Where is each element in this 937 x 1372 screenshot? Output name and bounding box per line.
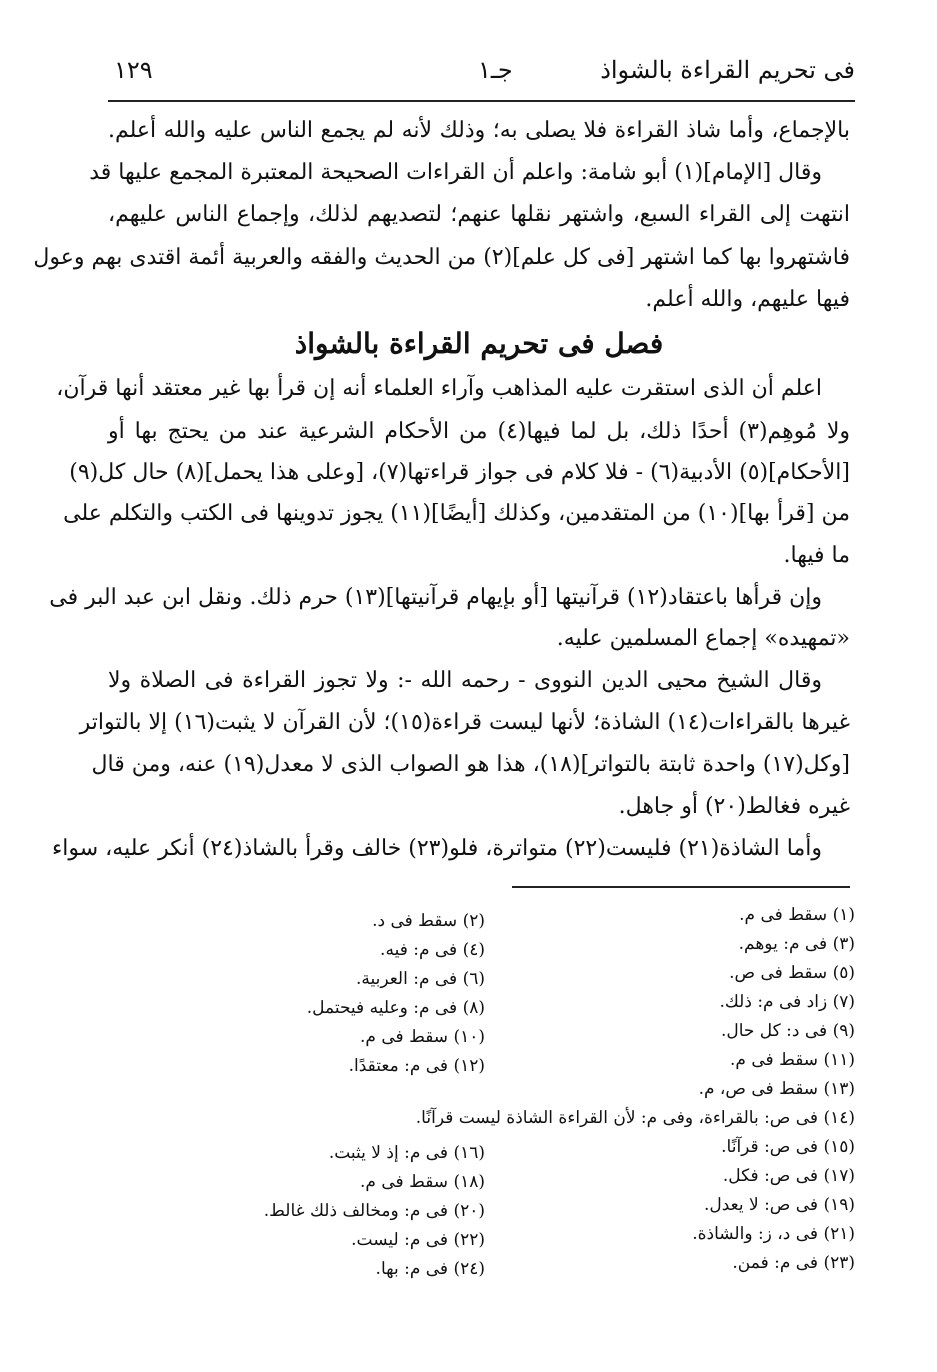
footnote: (٧) زاد فى م: ذلك. bbox=[719, 992, 855, 1012]
running-header bbox=[108, 52, 855, 102]
body-line: وقال الشيخ محيى الدين النووى - رحمه الله -: ولا تجوز القراءة فى الصلاة ولا bbox=[108, 668, 822, 693]
footnote: (٥) سقط فى ص. bbox=[729, 963, 855, 983]
footnote: (١٣) سقط فى ص، م. bbox=[698, 1079, 855, 1099]
body-line: انتهت إلى القراء السبع، واشتهر نقلها عنهم؛ لتصديهم لذلك، وإجماع الناس عليهم، bbox=[108, 202, 850, 227]
footnote: (١١) سقط فى م. bbox=[730, 1050, 855, 1070]
footnote: (١٧) فى ص: فكل. bbox=[722, 1166, 855, 1186]
body-line: [الأحكام](٥) الأدبية(٦) - فلا كلام فى جواز قراءتها(٧)، [وعلى هذا يحمل](٨) حال كل(٩) bbox=[69, 460, 850, 485]
body-line: اعلم أن الذى استقرت عليه المذاهب وآراء العلماء أنه إن قرأ بها غير معتقد أنها قرآن، bbox=[56, 376, 822, 401]
body-line: فاشتهروا بها كما اشتهر [فى كل علم](٢) من الحديث والفقه والعربية أئمة اقتدى بهم وعول bbox=[33, 245, 850, 270]
body-line: وإن قرأها باعتقاد(١٢) قرآنيتها [أو بإيهام قرآنيتها](١٣) حرم ذلك. ونقل ابن عبد البر فى bbox=[49, 585, 822, 610]
section-title: فصل فى تحريم القراءة بالشواذ bbox=[294, 327, 664, 360]
footnote: (٢) سقط فى د. bbox=[372, 911, 485, 931]
footnote: (٢٤) فى م: بها. bbox=[375, 1259, 485, 1279]
footnote: (١٩) فى ص: لا يعدل. bbox=[703, 1195, 855, 1215]
footnote: (٩) فى د: كل حال. bbox=[720, 1021, 855, 1041]
body-line: وقال [الإمام](١) أبو شامة: واعلم أن القراءات الصحيحة المعتبرة المجمع عليها قد bbox=[89, 160, 822, 185]
footnote: (٢٢) فى م: ليست. bbox=[351, 1230, 485, 1250]
header-title: فى تحريم القراءة بالشواذ bbox=[600, 56, 855, 84]
footnote: (١٢) فى م: معتقدًا. bbox=[348, 1056, 485, 1076]
footnote: (٣) فى م: يوهم. bbox=[738, 934, 855, 954]
footnote: (٨) فى م: وعليه فيحتمل. bbox=[306, 998, 485, 1018]
footnote: (٢٠) فى م: ومخالف ذلك غالط. bbox=[263, 1201, 485, 1221]
body-line: فيها عليهم، والله أعلم. bbox=[645, 287, 850, 312]
footnote: (١) سقط فى م. bbox=[739, 905, 855, 925]
body-line: غيره فغالط(٢٠) أو جاهل. bbox=[618, 794, 850, 819]
body-line: ما فيها. bbox=[783, 543, 850, 568]
footnote: (١٠) سقط فى م. bbox=[360, 1027, 485, 1047]
body-line: وأما الشاذة(٢١) فليست(٢٢) متواترة، فلو(٢٣) خالف وقرأ بالشاذ(٢٤) أنكر عليه، سواء bbox=[51, 836, 822, 861]
footnote: (١٨) سقط فى م. bbox=[360, 1172, 485, 1192]
body-line: [وكل(١٧) واحدة ثابتة بالتواتر](١٨)، هذا هو الصواب الذى لا معدل(١٩) عنه، ومن قال bbox=[91, 752, 850, 777]
header-volume: جـ١ bbox=[478, 56, 513, 84]
page-number: ١٢٩ bbox=[114, 56, 153, 84]
body-line: «تمهيده» إجماع المسلمين عليه. bbox=[556, 626, 850, 651]
footnote: (١٥) فى ص: قرآنًا. bbox=[721, 1137, 855, 1157]
body-line: بالإجماع، وأما شاذ القراءة فلا يصلى به؛ وذلك لأنه لم يجمع الناس عليه والله أعلم. bbox=[108, 118, 850, 143]
body-line: من [قرأ بها](١٠) من المتقدمين، وكذلك [أيضًا](١١) يجوز تدوينها فى الكتب والتكلم على bbox=[63, 501, 850, 526]
footnote: (٤) فى م: فيه. bbox=[380, 940, 485, 960]
footnote: (١٤) فى ص: بالقراءة، وفى م: لأن القراءة الشاذة ليست قرآنًا. bbox=[415, 1108, 855, 1128]
footnote: (٢١) فى د، ز: والشاذة. bbox=[692, 1224, 855, 1244]
footnote: (٦) فى م: العربية. bbox=[355, 969, 485, 989]
body-line: غيرها بالقراءات(١٤) الشاذة؛ لأنها ليست قراءة(١٥)؛ لأن القرآن لا يثبت(١٦) إلا بالتواتر bbox=[79, 710, 850, 735]
body-line: ولا مُوهِم(٣) أحدًا ذلك، بل لما فيها(٤) من الأحكام الشرعية عند من يحتج بها أو bbox=[108, 419, 851, 444]
footnote: (٢٣) فى م: فمن. bbox=[732, 1253, 855, 1273]
footnote-separator bbox=[512, 886, 850, 888]
footnote: (١٦) فى م: إذ لا يثبت. bbox=[328, 1143, 485, 1163]
